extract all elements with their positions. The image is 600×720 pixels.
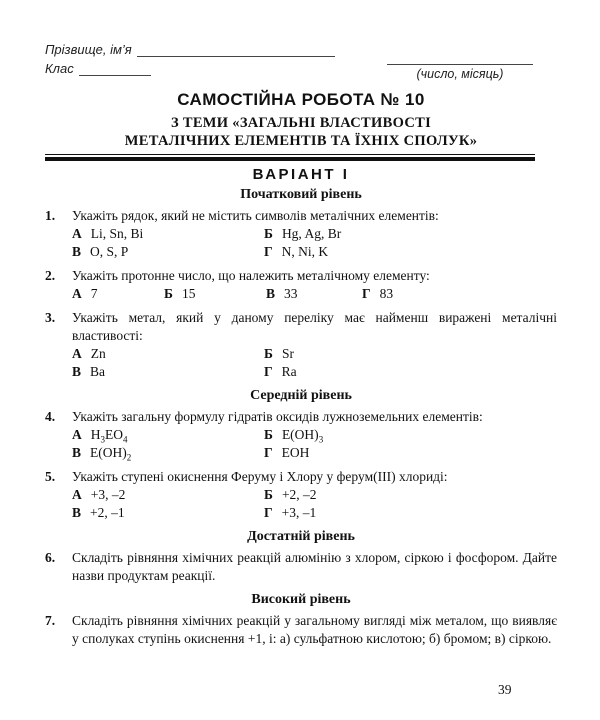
option-value: $Е(ОН)_2$ (90, 445, 132, 463)
option-letter: В (72, 244, 82, 259)
level-heading: Достатній рівень (247, 529, 355, 544)
option-letter: А (72, 226, 82, 241)
option-value: $Е(ОН)_3$ (281, 427, 324, 445)
option-value: 83 (379, 286, 394, 301)
divider-rule (45, 154, 535, 161)
question-text: Укажіть загальну формулу гідратів оксидів лужноземельних елементів: (72, 409, 483, 424)
option-letter: А (72, 487, 82, 502)
question-number: 7. (45, 613, 56, 628)
option-value: O, S, P (90, 244, 129, 259)
worksheet-title: САМОСТІЙНА РОБОТА № 10 (177, 90, 425, 109)
option-value: Hg, Ag, Br (281, 226, 342, 241)
option-А (72, 486, 264, 504)
content (45, 186, 557, 648)
class-label: Клас (45, 61, 74, 76)
question-text: Складіть рівняння хімічних реакцій алюмінію з хлором, сіркою і фосфором. Дайте назви продуктам реакції. (72, 550, 557, 583)
question-number: 1. (45, 208, 56, 223)
option-letter: В (72, 505, 82, 520)
question-number: 6. (45, 550, 56, 565)
option-value: +3, –1 (281, 505, 317, 520)
option-Б (264, 426, 323, 444)
theme-heading (45, 114, 557, 150)
option-Г (264, 504, 317, 522)
question-3 (45, 309, 557, 381)
option-letter: Г (264, 505, 273, 520)
option-Б (264, 225, 341, 243)
class-field-blank (79, 63, 151, 76)
option-value: Ra (281, 364, 297, 379)
option-letter: Г (264, 244, 273, 259)
options-grid (72, 225, 557, 261)
options-grid (72, 345, 557, 381)
question-4 (45, 408, 557, 462)
option-value: ЕОН (281, 445, 310, 460)
date-block (387, 42, 533, 81)
option-value: 7 (90, 286, 98, 301)
option-letter: А (72, 427, 82, 442)
date-field-blank (387, 50, 533, 65)
level-heading: Початковий рівень (240, 187, 362, 202)
option-value: +2, –1 (90, 505, 125, 520)
option-letter: Б (264, 226, 273, 241)
option-value: +3, –2 (90, 487, 126, 502)
question-text: Укажіть ступені окиснення Феруму і Хлору у ферум(III) хлориді: (72, 469, 448, 484)
option-letter: Г (362, 286, 371, 301)
option-value: N, Ni, K (281, 244, 329, 259)
question-text: Укажіть рядок, який не містить символів металічних елементів: (72, 208, 439, 223)
option-letter: В (72, 364, 82, 379)
option-Б (264, 345, 297, 363)
option-letter: Б (264, 487, 273, 502)
question-1 (45, 207, 557, 261)
option-value: +2, –2 (281, 487, 317, 502)
option-letter: Г (264, 364, 273, 379)
theme-line-1: З ТЕМИ «ЗАГАЛЬНІ ВЛАСТИВОСТІ (170, 115, 432, 131)
option-letter: Б (264, 346, 273, 361)
page-number: 39 (498, 682, 512, 697)
question-2 (45, 267, 557, 303)
option-Г (362, 285, 393, 303)
option-В (72, 363, 264, 381)
option-letter: Б (164, 286, 173, 301)
theme-line-2: МЕТАЛІЧНИХ ЕЛЕМЕНТІВ ТА ЇХНІХ СПОЛУК» (124, 133, 478, 149)
options-grid (72, 285, 557, 303)
option-В (72, 504, 264, 522)
question-text: Укажіть метал, який у даному переліку має найменш виражені металічні властивості: (72, 310, 557, 343)
question-text: Укажіть протонне число, що належить металічному елементу: (72, 268, 430, 283)
date-hint: (число, місяць) (416, 67, 504, 81)
option-letter: А (72, 346, 82, 361)
options-grid (72, 426, 557, 462)
option-letter: В (266, 286, 276, 301)
variant-heading: ВАРІАНТ І (252, 166, 350, 183)
option-letter: Г (264, 445, 273, 460)
question-number: 2. (45, 268, 56, 283)
options-grid (72, 486, 557, 522)
question-5 (45, 468, 557, 522)
option-А (72, 285, 164, 303)
class-row (45, 61, 387, 76)
question-7 (45, 612, 557, 648)
option-В (72, 243, 264, 261)
option-letter: В (72, 445, 82, 460)
question-text: Складіть рівняння хімічних реакцій у загальному вигляді між металом, що виявляє у сполуках ступінь окиснення +1, і: а) сульфатною кислотою; б) бромом; в) сіркою. (72, 613, 557, 646)
option-value: 15 (181, 286, 196, 301)
option-value: Zn (90, 346, 106, 361)
name-row (45, 42, 387, 57)
option-А (72, 225, 264, 243)
option-value: Ba (90, 364, 106, 379)
question-number: 4. (45, 409, 56, 424)
header-left (45, 42, 387, 80)
header (45, 42, 557, 81)
name-label: Прізвище, ім’я (45, 42, 132, 57)
divider-thin-line (45, 154, 535, 155)
option-А (72, 345, 264, 363)
option-Б (264, 486, 317, 504)
option-Г (264, 444, 323, 462)
option-В (72, 444, 264, 462)
level-heading: Високий рівень (251, 592, 351, 607)
option-letter: А (72, 286, 82, 301)
option-value: Li, Sn, Bi (90, 226, 144, 241)
level-heading: Середній рівень (250, 388, 352, 403)
option-value: Sr (281, 346, 294, 361)
option-Г (264, 363, 297, 381)
question-number: 5. (45, 469, 56, 484)
divider-thick-line (45, 157, 535, 162)
option-В (266, 285, 362, 303)
option-А (72, 426, 264, 444)
question-number: 3. (45, 310, 56, 325)
name-field-blank (137, 44, 335, 57)
option-letter: Б (264, 427, 273, 442)
option-Б (164, 285, 266, 303)
option-value: $H_3EO_4$ (90, 427, 128, 445)
option-Г (264, 243, 341, 261)
option-value: 33 (284, 286, 298, 301)
question-6 (45, 549, 557, 585)
